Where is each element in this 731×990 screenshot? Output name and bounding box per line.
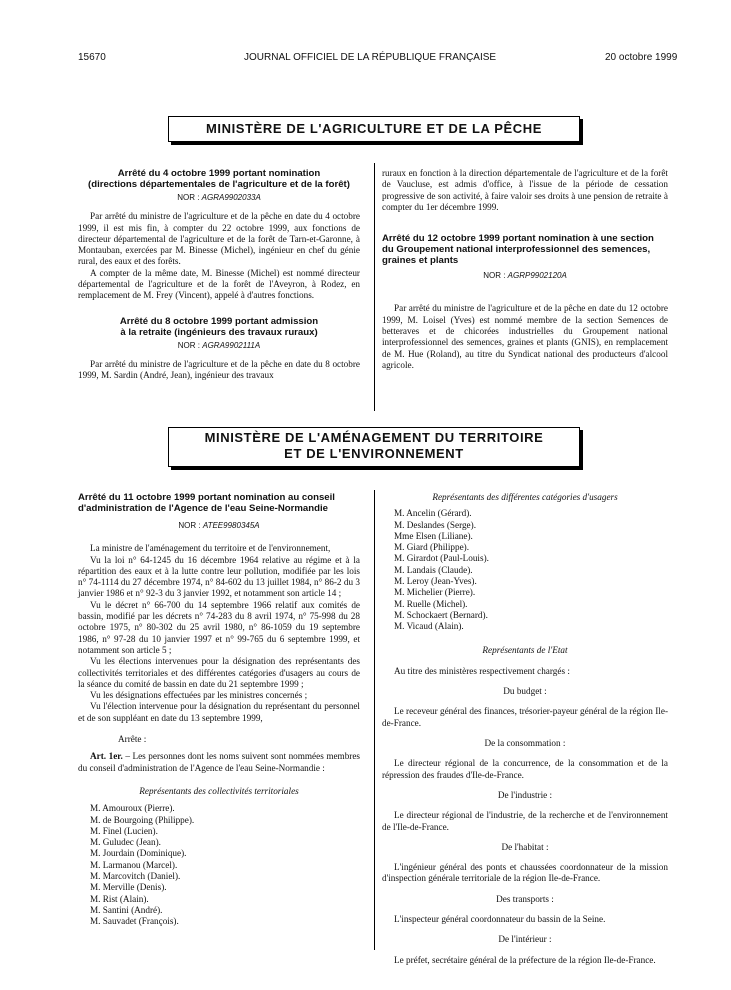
list-item: M. Landais (Claude). xyxy=(394,564,473,575)
etat-heading: Représentants de l'Etat xyxy=(482,644,568,655)
usagers-list xyxy=(382,508,668,632)
preamble-paragraph: Vu les élections intervenues pour la désignation des représentants des collectivités territoriales et des différentes catégories d'usagers au cours de la séance du comité de bassin en date du 21 septembre 1999 ; xyxy=(78,656,360,689)
preamble-paragraph: Vu les désignations effectuées par les ministres concernés ; xyxy=(90,690,308,701)
article-title: Arrêté du 8 octobre 1999 portant admission xyxy=(119,315,319,327)
list-item: M. Schockaert (Bernard). xyxy=(394,609,488,620)
article-paragraph: Par arrêté du ministre de l'agriculture et de la pêche en date du 12 octobre 1999, M. Loisel (Yves) est nommé membre de la section Semences de betteraves et de chicorées industrielles du Groupement national interprofessionnel des semences, graines et plants (GNIS), en remplacement de M. Hue (Roland), au titre du Syndicat national des producteurs d'alcool agricole. xyxy=(382,303,668,370)
preamble-paragraph: Vu l'élection intervenue pour la désignation du représentant du personnel et de son suppléant en date du 13 septembre 1999, xyxy=(78,701,360,723)
preamble-paragraph: Vu le décret n° 66-700 du 14 septembre 1966 relatif aux comités de bassin, modifié par les décrets n° 74-283 du 8 avril 1974, n° 75-998 du 28 octobre 1975, n° 80-302 du 25 avril 1980, n° 86-1059 du 19 septembre 1986, n° 97-28 du 10 janvier 1997 et n° 99-765 du 6 septembre 1999, et notamment son article 5 ; xyxy=(78,599,360,655)
list-item: M. Leroy (Jean-Yves). xyxy=(394,576,477,587)
ministry-label: De l'intérieur : xyxy=(498,934,552,945)
list-item: M. Vicaud (Alain). xyxy=(394,621,464,632)
article-subtitle: à la retraite (ingénieurs des travaux ruraux) xyxy=(120,326,318,338)
ministry-representative: L'ingénieur général des ponts et chaussées coordonnateur de la mission d'inspection générale territoriale de la région Ile-de-France. xyxy=(382,862,668,884)
ministry-representative: Le préfet, secrétaire général de la préfecture de la région Ile-de-France. xyxy=(394,954,656,965)
arrete-label: Arrête : xyxy=(118,734,147,745)
ministry-representative: L'inspecteur général coordonnateur du bassin de la Seine. xyxy=(394,914,606,925)
article-subtitle: (directions départementales de l'agriculture et de la forêt) xyxy=(88,179,350,190)
list-item: M. Ruelle (Michel). xyxy=(394,598,468,609)
ministry-representative: Le directeur régional de l'industrie, de la recherche et de l'environnement de l'Ile-de-France. xyxy=(382,810,668,832)
list-item: M. Michelier (Pierre). xyxy=(394,587,476,598)
nor-reference: NOR : AGRA9902033A xyxy=(177,193,261,202)
nor-reference: NOR : AGRA9902111A xyxy=(177,340,261,350)
ministry-label: De l'habitat : xyxy=(501,841,549,852)
page-date: 20 octobre 1999 xyxy=(605,52,678,63)
list-item: M. Larmanou (Marcel). xyxy=(90,859,178,870)
ministry-label: De l'industrie : xyxy=(497,789,553,800)
list-item: M. Guludec (Jean). xyxy=(90,837,161,848)
article-paragraph: Par arrêté du ministre de l'agriculture et de la pêche en date du 8 octobre 1999, M. Sardin (André, Jean), ingénieur des travaux xyxy=(78,358,360,381)
ministry-label: Des transports : xyxy=(496,893,554,904)
list-item: M. Ancelin (Gérard). xyxy=(394,508,472,519)
article-title: Arrêté du 12 octobre 1999 portant nomination à une section du Groupement national interprofessionnel des semences, graines et plants xyxy=(382,233,654,267)
nor-reference: NOR : ATEE9980345A xyxy=(178,521,260,530)
section1-left-column xyxy=(78,168,360,382)
article-paragraph: A compter de la même date, M. Binesse (Michel) est nommé directeur départemental de l'agriculture et de la forêt de l'Aveyron, à Rodez, en remplacement de M. Frey (Vincent), appelé à d'autres fonctions. xyxy=(78,267,360,301)
list-item: M. Jourdain (Dominique). xyxy=(90,848,187,859)
ministry-representative: Le receveur général des finances, trésorier-payeur général de la région Ile-de-France. xyxy=(382,706,668,728)
section1-right-column xyxy=(382,168,668,371)
article-paragraph: ruraux en fonction à la direction départementale de l'agriculture et de la forêt de Vaucluse, est admis d'office, à l'issue de la période de cessation progressive de son activité, à faire valoir ses droits à une pension de retraite à compter du 1er décembre 1999. xyxy=(382,168,668,212)
page-number: 15670 xyxy=(78,52,106,63)
nor-reference: NOR : AGRP9902120A xyxy=(483,271,567,281)
etat-intro: Au titre des ministères respectivement chargés : xyxy=(394,665,570,676)
section2-right-column xyxy=(382,492,668,966)
article-title: Arrêté du 11 octobre 1999 portant nomination au conseil d'administration de l'Agence de l'eau Seine-Normandie xyxy=(78,492,335,514)
ministry-label: De la consommation : xyxy=(484,738,566,749)
list-item: M. Marcovitch (Daniel). xyxy=(90,871,181,882)
list-item: M. Deslandes (Serge). xyxy=(394,519,476,530)
list-item: M. Rist (Alain). xyxy=(90,893,149,904)
list-item: M. Santini (André). xyxy=(90,904,163,915)
preamble-paragraph: La ministre de l'aménagement du territoire et de l'environnement, xyxy=(90,543,331,554)
section2-left-column xyxy=(78,492,360,928)
ministry-agriculture-title: MINISTÈRE DE L'AGRICULTURE ET DE LA PÊCHE xyxy=(168,116,580,142)
usagers-heading: Représentants des différentes catégories d'usagers xyxy=(432,492,618,502)
list-item: M. Sauvadet (François). xyxy=(90,916,179,927)
column-divider xyxy=(374,163,375,411)
list-item: M. Merville (Denis). xyxy=(90,882,167,893)
ministry-representative: Le directeur régional de la concurrence, de la consommation et de la répression des fraudes d'Ile-de-France. xyxy=(382,758,668,780)
list-item: M. Girardot (Paul-Louis). xyxy=(394,553,489,564)
article-paragraph: Par arrêté du ministre de l'agriculture et de la pêche en date du 4 octobre 1999, il est mis fin, à compter du 22 octobre 1999, aux fonctions de directeur départemental de l'agriculture et de la forêt de Tarn-et-Garonne, à Montauban, exercées par M. Binesse (Michel), ingénieur en chef du génie rural, des eaux et des forêts. xyxy=(78,211,360,267)
column-divider xyxy=(374,490,375,950)
article-title: Arrêté du 4 octobre 1999 portant nomination xyxy=(117,168,321,179)
list-item: Mme Elsen (Liliane). xyxy=(394,530,473,541)
list-item: M. Amouroux (Pierre). xyxy=(90,803,175,814)
journal-title: JOURNAL OFFICIEL DE LA RÉPUBLIQUE FRANÇAISE xyxy=(244,52,497,63)
list-item: M. Finel (Lucien). xyxy=(90,825,158,836)
article-1-label: Art. 1er. xyxy=(90,751,123,762)
ministry-environment-title: MINISTÈRE DE L'AMÉNAGEMENT DU TERRITOIRE ET DE L'ENVIRONNEMENT xyxy=(168,427,580,467)
list-item: M. de Bourgoing (Philippe). xyxy=(90,814,195,825)
list-item: M. Giard (Philippe). xyxy=(394,542,470,553)
collectivites-list xyxy=(78,803,360,927)
ministry-label: Du budget : xyxy=(503,686,547,697)
preamble-paragraph: Vu la loi n° 64-1245 du 16 décembre 1964 relative au régime et à la répartition des eaux et à la lutte contre leur pollution, modifiée par les lois n° 74-1114 du 27 décembre 1974, n° 84-602 du 13 juillet 1984, n° 86-2 du 3 janvier 1986 et n° 92-3 du 3 janvier 1992, et notamment son article 14 ; xyxy=(78,554,360,599)
collectivites-heading: Représentants des collectivités territoriales xyxy=(139,785,299,796)
article-1-paragraph: Art. 1er. – Les personnes dont les noms suivent sont nommées membres du conseil d'administration de l'Agence de l'eau Seine-Normandie : xyxy=(78,751,360,773)
